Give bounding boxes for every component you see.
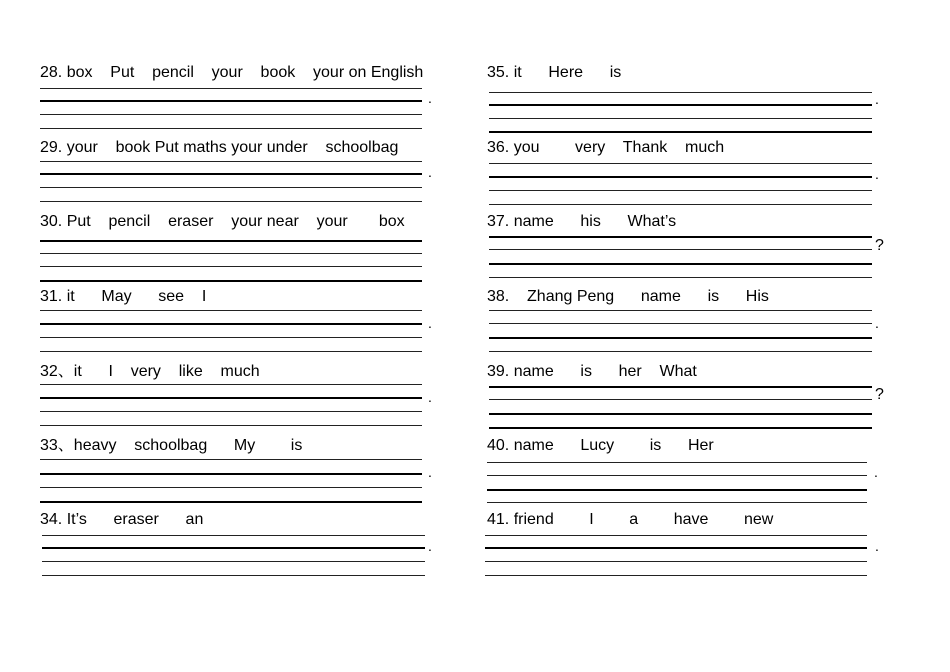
question-prompt: 39. name is her What: [487, 363, 697, 380]
answer-line[interactable]: [40, 397, 422, 399]
question-prompt: 31. it May see I: [40, 288, 207, 305]
end-punctuation: ?: [875, 386, 884, 403]
answer-line[interactable]: [489, 104, 872, 106]
answer-line[interactable]: [489, 236, 872, 238]
answer-line[interactable]: [489, 427, 872, 429]
question-prompt: 29. your book Put maths your under schoolbag: [40, 139, 399, 156]
answer-line[interactable]: [42, 547, 425, 549]
answer-line[interactable]: [40, 173, 422, 175]
answer-line[interactable]: [487, 462, 867, 463]
answer-line[interactable]: [489, 131, 872, 133]
answer-line[interactable]: [40, 323, 422, 325]
question-prompt: 40. name Lucy is Her: [487, 437, 714, 454]
question-prompt: 34. It’s eraser an: [40, 511, 204, 528]
answer-line[interactable]: [40, 280, 422, 282]
end-punctuation: .: [428, 315, 432, 331]
end-punctuation: .: [875, 91, 879, 107]
question-prompt: 32、it I very like much: [40, 363, 260, 380]
answer-line[interactable]: [42, 535, 425, 536]
end-punctuation: .: [874, 464, 878, 480]
answer-line[interactable]: [40, 501, 422, 503]
answer-line[interactable]: [485, 561, 867, 562]
answer-line[interactable]: [40, 425, 422, 426]
question-prompt: 33、heavy schoolbag My is: [40, 437, 303, 454]
answer-line[interactable]: [489, 351, 872, 352]
end-punctuation: .: [428, 164, 432, 180]
answer-line[interactable]: [40, 310, 422, 311]
answer-line[interactable]: [40, 88, 422, 89]
answer-line[interactable]: [489, 323, 872, 324]
answer-line[interactable]: [40, 187, 422, 188]
answer-line[interactable]: [489, 176, 872, 178]
question-prompt: 36. you very Thank much: [487, 139, 725, 156]
end-punctuation: .: [428, 464, 432, 480]
end-punctuation: ?: [875, 237, 884, 254]
answer-line[interactable]: [40, 411, 422, 412]
answer-line[interactable]: [40, 253, 422, 254]
question-prompt: 38. Zhang Peng name is His: [487, 288, 769, 305]
answer-line[interactable]: [42, 561, 425, 562]
answer-line[interactable]: [489, 413, 872, 415]
answer-line[interactable]: [42, 575, 425, 576]
answer-line[interactable]: [489, 386, 872, 388]
answer-line[interactable]: [487, 475, 867, 476]
answer-line[interactable]: [489, 399, 872, 400]
end-punctuation: .: [428, 389, 432, 405]
answer-line[interactable]: [40, 459, 422, 460]
answer-line[interactable]: [485, 535, 867, 536]
question-prompt: 28. box Put pencil your book your on English: [40, 64, 424, 81]
answer-line[interactable]: [489, 310, 872, 311]
end-punctuation: .: [875, 166, 879, 182]
answer-line[interactable]: [40, 201, 422, 202]
question-prompt: 41. friend I a have new: [487, 511, 774, 528]
end-punctuation: .: [428, 90, 432, 106]
answer-line[interactable]: [40, 351, 422, 352]
end-punctuation: .: [875, 538, 879, 554]
answer-line[interactable]: [40, 240, 422, 242]
answer-line[interactable]: [40, 384, 422, 385]
answer-line[interactable]: [489, 163, 872, 164]
answer-line[interactable]: [40, 473, 422, 475]
answer-line[interactable]: [487, 489, 867, 491]
answer-line[interactable]: [40, 128, 422, 129]
answer-line[interactable]: [40, 114, 422, 115]
answer-line[interactable]: [40, 337, 422, 338]
answer-line[interactable]: [489, 249, 872, 250]
answer-line[interactable]: [489, 337, 872, 339]
answer-line[interactable]: [485, 547, 867, 549]
answer-line[interactable]: [489, 190, 872, 191]
answer-line[interactable]: [489, 118, 872, 119]
end-punctuation: .: [428, 538, 432, 554]
answer-line[interactable]: [489, 263, 872, 265]
answer-line[interactable]: [40, 487, 422, 488]
answer-line[interactable]: [485, 575, 867, 576]
answer-line[interactable]: [489, 277, 872, 278]
question-prompt: 30. Put pencil eraser your near your box: [40, 213, 405, 230]
answer-line[interactable]: [489, 204, 872, 205]
answer-line[interactable]: [489, 92, 872, 93]
answer-line[interactable]: [40, 266, 422, 267]
question-prompt: 37. name his What’s: [487, 213, 677, 230]
question-prompt: 35. it Here is: [487, 64, 622, 81]
answer-line[interactable]: [40, 100, 422, 102]
answer-line[interactable]: [487, 502, 867, 503]
end-punctuation: .: [875, 315, 879, 331]
answer-line[interactable]: [40, 161, 422, 162]
